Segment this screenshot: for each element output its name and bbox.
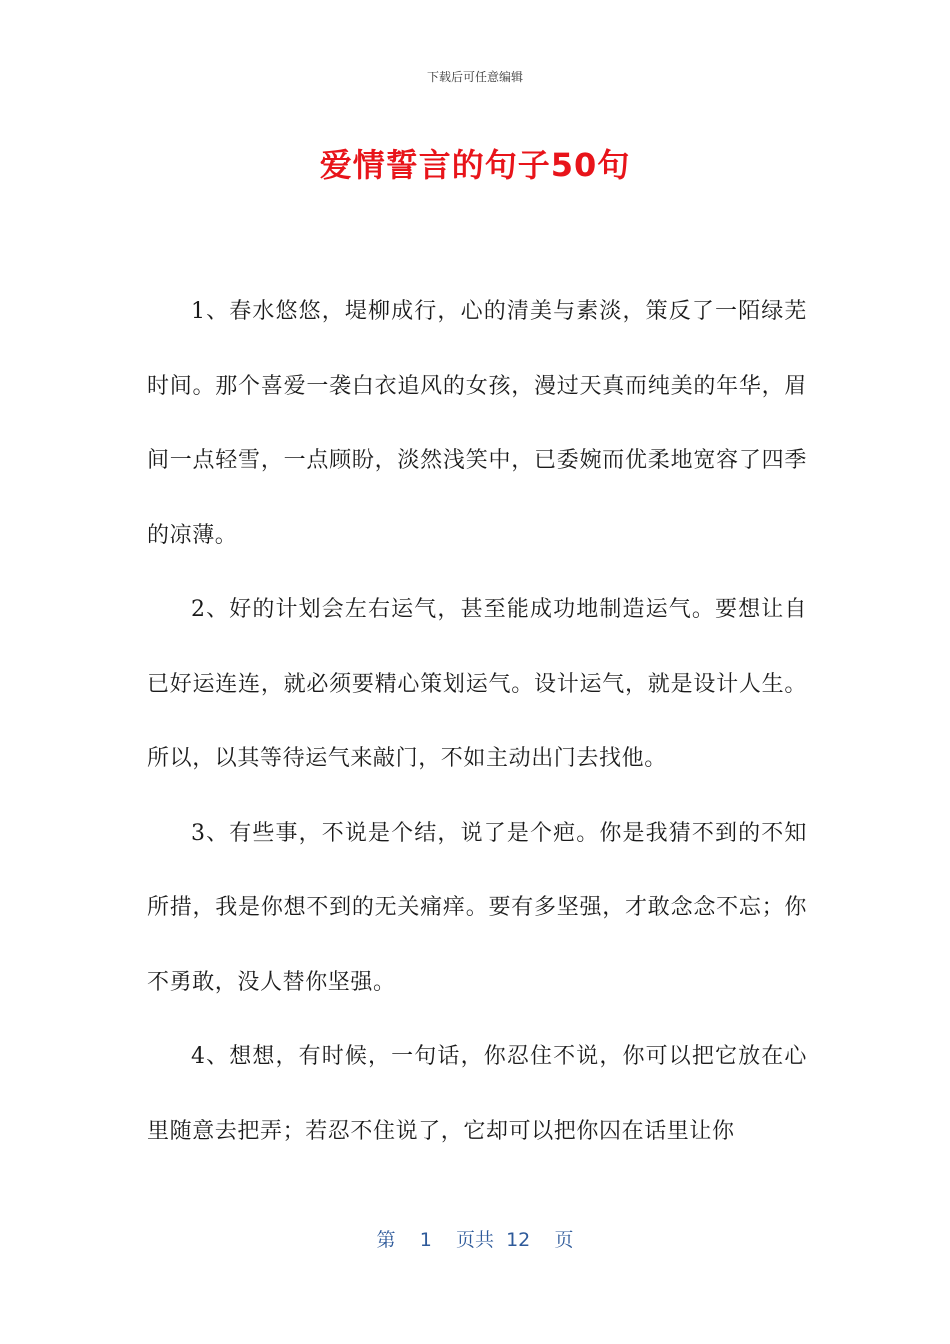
footer-middle: 页共 (455, 1229, 494, 1251)
document-body (147, 275, 807, 1169)
document-title: 爱情誓言的句子50句 (319, 146, 631, 184)
header-note: 下载后可任意编辑 (426, 70, 523, 84)
page-footer (0, 1225, 950, 1252)
footer-prefix: 第 (376, 1229, 396, 1251)
footer-page-number: 1 (419, 1229, 432, 1251)
paragraph-2: 2、好的计划会左右运气，甚至能成功地制造运气。要想让自已好运连连，就必须要精心策划运气。设计运气，就是设计人生。所以，以其等待运气来敲门，不如主动出门去找他。 (147, 597, 807, 771)
paragraph-1: 1、春水悠悠，堤柳成行，心的清美与素淡，策反了一陌绿芜时间。那个喜爱一袭白衣追风的女孩，漫过天真而纯美的年华，眉间一点轻雪，一点顾盼，淡然浅笑中，已委婉而优柔地宽容了四季的凉薄。 (147, 299, 807, 548)
footer-total-pages: 12 (506, 1229, 531, 1251)
footer-suffix: 页 (554, 1229, 574, 1251)
paragraph-3: 3、有些事，不说是个结，说了是个疤。你是我猜不到的不知所措，我是你想不到的无关痛痒。要有多坚强，才敢念念不忘；你不勇敢，没人替你坚强。 (147, 820, 807, 995)
paragraph-4: 4、想想，有时候，一句话，你忍住不说，你可以把它放在心里随意去把弄；若忍不住说了，它却可以把你囚在话里让你 (147, 1044, 807, 1144)
